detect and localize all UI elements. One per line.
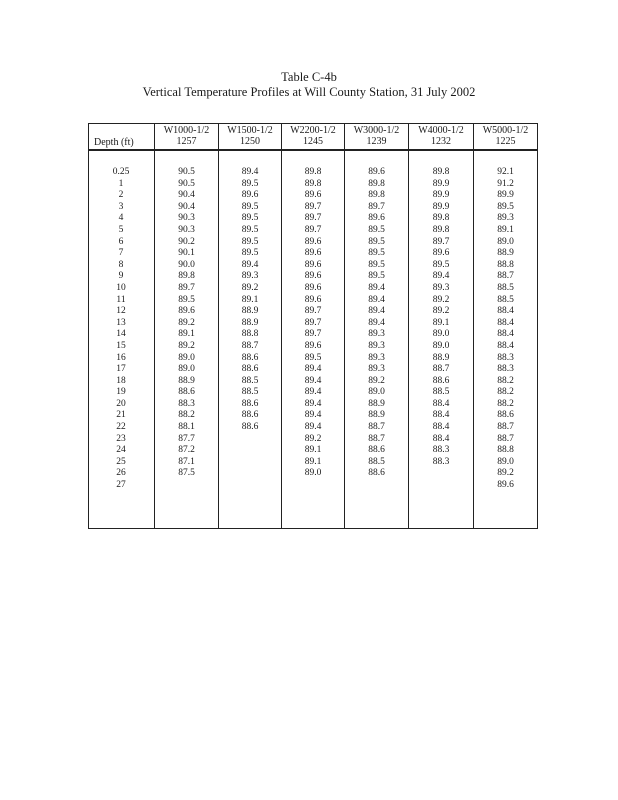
temperature-cell: [219, 468, 281, 480]
column-header-time: 1245: [303, 136, 323, 147]
temperature-cell: 88.2: [497, 387, 514, 398]
temperature-cell: 89.6: [368, 167, 385, 177]
depth-header: Depth (ft): [94, 137, 134, 148]
temperature-cell: 89.4: [304, 410, 322, 421]
temperature-cell: 90.4: [178, 201, 195, 212]
temperature-cell: 89.2: [304, 433, 322, 444]
temperature-cell: 88.6: [497, 410, 514, 421]
temperature-cell: 88.6: [368, 468, 385, 479]
temperature-cell: 88.6: [368, 445, 385, 456]
temperature-cell: 89.5: [368, 224, 385, 235]
temperature-cell: 87.7: [178, 433, 195, 444]
temperature-cell: 89.0: [432, 340, 450, 351]
temperature-cell: 88.2: [497, 398, 514, 409]
temperature-cell: 88.6: [241, 410, 259, 421]
temperature-cell: 88.7: [497, 433, 514, 444]
temperature-cell: 88.4: [497, 329, 514, 340]
temperature-cell: 88.9: [368, 410, 385, 421]
temperature-cell: 89.4: [368, 317, 385, 328]
temperature-cell: [409, 480, 473, 492]
temperature-cell: 89.5: [368, 271, 385, 282]
column-header-time: 1232: [431, 136, 451, 147]
temperature-cell: 89.3: [432, 282, 450, 293]
temperature-cell: 88.9: [241, 317, 259, 328]
temperature-cell: 88.4: [432, 410, 450, 421]
temperature-cell: 89.3: [368, 329, 385, 340]
depth-cell: 2: [118, 190, 124, 201]
temperature-cell: 89.5: [178, 294, 195, 305]
column-header-name: W3000-1/2: [353, 125, 400, 136]
temperature-cell: 88.5: [368, 456, 385, 467]
temperature-cell: 89.5: [304, 352, 322, 363]
column-cells: [474, 167, 537, 492]
depth-cell: 16: [116, 352, 126, 363]
temperature-cell: 88.8: [241, 329, 259, 340]
temperature-cell: 89.5: [432, 259, 450, 270]
temperature-cell: 88.7: [497, 271, 514, 282]
temperature-cell: 89.6: [497, 480, 514, 491]
depth-cell: 21: [116, 410, 126, 421]
temperature-cell: 89.8: [368, 190, 385, 201]
table-title: Vertical Temperature Profiles at Will County Station, 31 July 2002: [142, 85, 476, 99]
temperature-cell: 89.6: [304, 282, 322, 293]
temperature-cell: 88.8: [497, 259, 514, 270]
temperature-cell: 89.7: [304, 224, 322, 235]
temperature-cell: 90.1: [178, 248, 195, 259]
temperature-cell: 89.5: [241, 248, 259, 259]
temperature-cell: 88.3: [432, 456, 450, 467]
temperature-cell: [219, 445, 281, 457]
column-cells: [219, 167, 281, 492]
column-header-time: 1239: [366, 136, 387, 147]
temperature-cell: 89.1: [304, 445, 322, 456]
column-header-name: W1000-1/2: [163, 125, 210, 136]
column-header-name: W2200-1/2: [290, 125, 336, 136]
column-cells: [155, 167, 218, 492]
temperature-cell: 89.7: [304, 329, 322, 340]
temperature-cell: 89.2: [178, 340, 195, 351]
temperature-cell: 89.9: [432, 178, 450, 189]
temperature-cell: 89.5: [368, 259, 385, 270]
temperature-cell: 89.8: [368, 178, 385, 189]
temperature-cell: 89.4: [368, 294, 385, 305]
temperature-cell: 88.3: [497, 364, 514, 375]
depth-cell: 6: [118, 236, 124, 247]
temperature-cell: 89.0: [178, 352, 195, 363]
temperature-cell: 88.9: [497, 248, 514, 259]
temperature-cell: 88.9: [432, 352, 450, 363]
column-header-name: W5000-1/2: [482, 125, 529, 136]
temperature-cell: 88.6: [241, 422, 259, 433]
depth-cell: 9: [118, 271, 124, 282]
depth-cell: 17: [116, 364, 126, 375]
temperature-cell: 89.5: [241, 213, 259, 224]
temperature-cell: 88.3: [178, 398, 195, 409]
temperature-cell: [219, 434, 281, 446]
depth-cell: 8: [118, 259, 124, 270]
temperature-cell: [219, 457, 281, 469]
depth-cell: 27: [116, 480, 126, 491]
temperature-cell: 88.3: [497, 352, 514, 363]
temperature-cell: 89.6: [304, 340, 322, 351]
temperature-cell: 89.0: [497, 236, 514, 247]
depth-cell: 19: [116, 387, 126, 398]
temperature-cell: 89.3: [368, 340, 385, 351]
temperature-cell: 88.9: [241, 306, 259, 317]
temperature-cell: 90.3: [178, 224, 195, 235]
depth-cell: 0.25: [112, 167, 130, 177]
temperature-cell: 89.6: [304, 294, 322, 305]
depth-cell: 24: [116, 445, 126, 456]
temperature-cell: 88.9: [178, 375, 195, 386]
depth-cell: 10: [116, 282, 126, 293]
depth-cell: 25: [116, 456, 126, 467]
column-cells: [345, 167, 408, 492]
temperature-cell: [155, 480, 218, 492]
temperature-cell: 90.4: [178, 190, 195, 201]
temperature-cell: 90.5: [178, 178, 195, 189]
temperature-cell: 89.8: [432, 213, 450, 224]
temperature-cell: 88.4: [497, 340, 514, 351]
temperature-cell: 89.7: [432, 236, 450, 247]
temperature-cell: 88.5: [497, 282, 514, 293]
temperature-cell: 89.6: [432, 248, 450, 259]
depth-cell: 26: [116, 468, 126, 479]
temperature-cell: 89.0: [368, 387, 385, 398]
column-header-time: 1250: [240, 136, 260, 147]
temperature-cell: 88.7: [241, 340, 259, 351]
temperature-cell: 89.6: [304, 236, 322, 247]
temperature-cell: 88.5: [432, 387, 450, 398]
temperature-cell: 88.7: [432, 364, 450, 375]
temperature-cell: [219, 480, 281, 492]
temperature-cell: 89.0: [304, 468, 322, 479]
temperature-cell: 89.9: [497, 190, 514, 201]
temperature-cell: 90.5: [178, 167, 195, 177]
temperature-cell: 89.6: [178, 306, 195, 317]
temperature-cell: 89.4: [241, 167, 259, 177]
temperature-cell: 89.7: [178, 282, 195, 293]
temperature-cell: 89.9: [432, 201, 450, 212]
temperature-cell: 88.6: [178, 387, 195, 398]
temperature-cell: 89.7: [304, 201, 322, 212]
temperature-cell: 89.2: [178, 317, 195, 328]
temperature-cell: 88.6: [432, 375, 450, 386]
temperature-cell: 88.2: [497, 375, 514, 386]
temperature-cell: 89.0: [497, 456, 514, 467]
depth-cell: 3: [118, 201, 124, 212]
temperature-table: [88, 123, 538, 529]
temperature-cell: 89.6: [304, 271, 322, 282]
temperature-cell: 89.6: [304, 259, 322, 270]
temperature-cell: 89.8: [178, 271, 195, 282]
temperature-cell: 90.0: [178, 259, 195, 270]
temperature-cell: 89.4: [432, 271, 450, 282]
temperature-cell: 89.5: [241, 178, 259, 189]
temperature-cell: 89.4: [304, 364, 322, 375]
temperature-cell: 89.6: [304, 190, 322, 201]
temperature-cell: 89.6: [241, 190, 259, 201]
temperature-cell: 91.2: [497, 178, 514, 189]
temperature-cell: 89.2: [432, 294, 450, 305]
temperature-cell: [282, 480, 344, 492]
temperature-cell: 89.1: [304, 456, 322, 467]
temperature-cell: 87.5: [178, 468, 195, 479]
temperature-cell: 89.8: [304, 167, 322, 177]
temperature-cell: 88.6: [241, 352, 259, 363]
depth-cell: 11: [116, 294, 126, 305]
column-header-name: W1500-1/2: [227, 125, 273, 136]
temperature-cell: 89.4: [304, 398, 322, 409]
temperature-cell: 87.2: [178, 445, 195, 456]
depth-cell: 12: [116, 306, 126, 317]
table-label: Table C-4b: [281, 70, 337, 84]
temperature-cell: 89.3: [497, 213, 514, 224]
depth-cell: 15: [116, 340, 126, 351]
column-header-time: 1257: [176, 136, 197, 147]
temperature-cell: 89.3: [368, 364, 385, 375]
temperature-cell: 89.2: [432, 306, 450, 317]
temperature-cell: 89.5: [368, 236, 385, 247]
temperature-cell: 88.7: [497, 422, 514, 433]
depth-cell: 5: [118, 224, 124, 235]
temperature-cell: 89.2: [368, 375, 385, 386]
column-cells: [409, 167, 473, 492]
temperature-cell: 89.1: [497, 224, 514, 235]
temperature-cell: 89.8: [432, 167, 450, 177]
temperature-cell: 88.1: [178, 422, 195, 433]
temperature-cell: 88.7: [368, 422, 385, 433]
column-header-name: W4000-1/2: [418, 125, 464, 136]
temperature-cell: 89.5: [241, 236, 259, 247]
temperature-cell: 89.2: [241, 282, 259, 293]
temperature-cell: 92.1: [497, 167, 514, 177]
depth-cell: 23: [116, 433, 126, 444]
temperature-cell: 89.4: [368, 282, 385, 293]
temperature-cell: 89.6: [304, 248, 322, 259]
temperature-cell: 87.1: [178, 456, 195, 467]
temperature-cell: 88.5: [497, 294, 514, 305]
temperature-cell: 89.1: [432, 317, 450, 328]
temperature-cell: 88.4: [497, 306, 514, 317]
depth-cell: 7: [118, 248, 124, 259]
temperature-cell: 89.9: [432, 190, 450, 201]
temperature-cell: 89.5: [497, 201, 514, 212]
temperature-cell: 89.1: [178, 329, 195, 340]
temperature-cell: 89.6: [368, 213, 385, 224]
temperature-cell: 89.7: [304, 213, 322, 224]
column-divider: [537, 123, 538, 529]
temperature-cell: 89.8: [432, 224, 450, 235]
temperature-cell: 88.5: [241, 375, 259, 386]
temperature-cell: [345, 480, 408, 492]
temperature-cell: 88.9: [368, 398, 385, 409]
temperature-cell: 89.4: [304, 422, 322, 433]
depth-cell: 13: [116, 317, 126, 328]
temperature-cell: 88.6: [241, 398, 259, 409]
temperature-cell: 89.0: [178, 364, 195, 375]
temperature-cell: 88.4: [432, 422, 450, 433]
temperature-cell: 89.5: [241, 201, 259, 212]
temperature-cell: 89.1: [241, 294, 259, 305]
depth-cell: 4: [118, 213, 124, 224]
depth-cell: 18: [116, 375, 126, 386]
temperature-cell: 89.4: [304, 387, 322, 398]
depth-cell: 14: [116, 329, 126, 340]
column-header-time: 1225: [495, 136, 516, 147]
temperature-cell: 88.4: [497, 317, 514, 328]
temperature-cell: 90.3: [178, 213, 195, 224]
depth-cell: 20: [116, 398, 126, 409]
temperature-cell: 89.8: [304, 178, 322, 189]
temperature-cell: 88.7: [368, 433, 385, 444]
header-rule: [88, 149, 538, 151]
column-cells: [282, 167, 344, 492]
temperature-cell: 89.0: [432, 329, 450, 340]
temperature-cell: 89.7: [304, 317, 322, 328]
depth-cell: 1: [118, 178, 124, 189]
temperature-cell: 89.3: [368, 352, 385, 363]
temperature-cell: 89.3: [241, 271, 259, 282]
temperature-cell: 89.5: [368, 248, 385, 259]
temperature-cell: 88.8: [497, 445, 514, 456]
temperature-cell: 88.4: [432, 433, 450, 444]
bottom-rule: [88, 528, 538, 529]
top-rule: [88, 123, 538, 124]
temperature-cell: 89.2: [497, 468, 514, 479]
temperature-cell: 88.2: [178, 410, 195, 421]
temperature-cell: 88.4: [432, 398, 450, 409]
temperature-cell: 88.6: [241, 364, 259, 375]
temperature-cell: 89.4: [304, 375, 322, 386]
temperature-cell: 88.5: [241, 387, 259, 398]
depth-cells: [88, 167, 154, 492]
depth-cell: 22: [116, 422, 126, 433]
temperature-cell: 89.7: [304, 306, 322, 317]
temperature-cell: 89.4: [368, 306, 385, 317]
temperature-cell: 89.5: [241, 224, 259, 235]
temperature-cell: 89.4: [241, 259, 259, 270]
temperature-cell: 89.7: [368, 201, 385, 212]
temperature-cell: 88.3: [432, 445, 450, 456]
temperature-cell: [409, 468, 473, 480]
temperature-cell: 90.2: [178, 236, 195, 247]
